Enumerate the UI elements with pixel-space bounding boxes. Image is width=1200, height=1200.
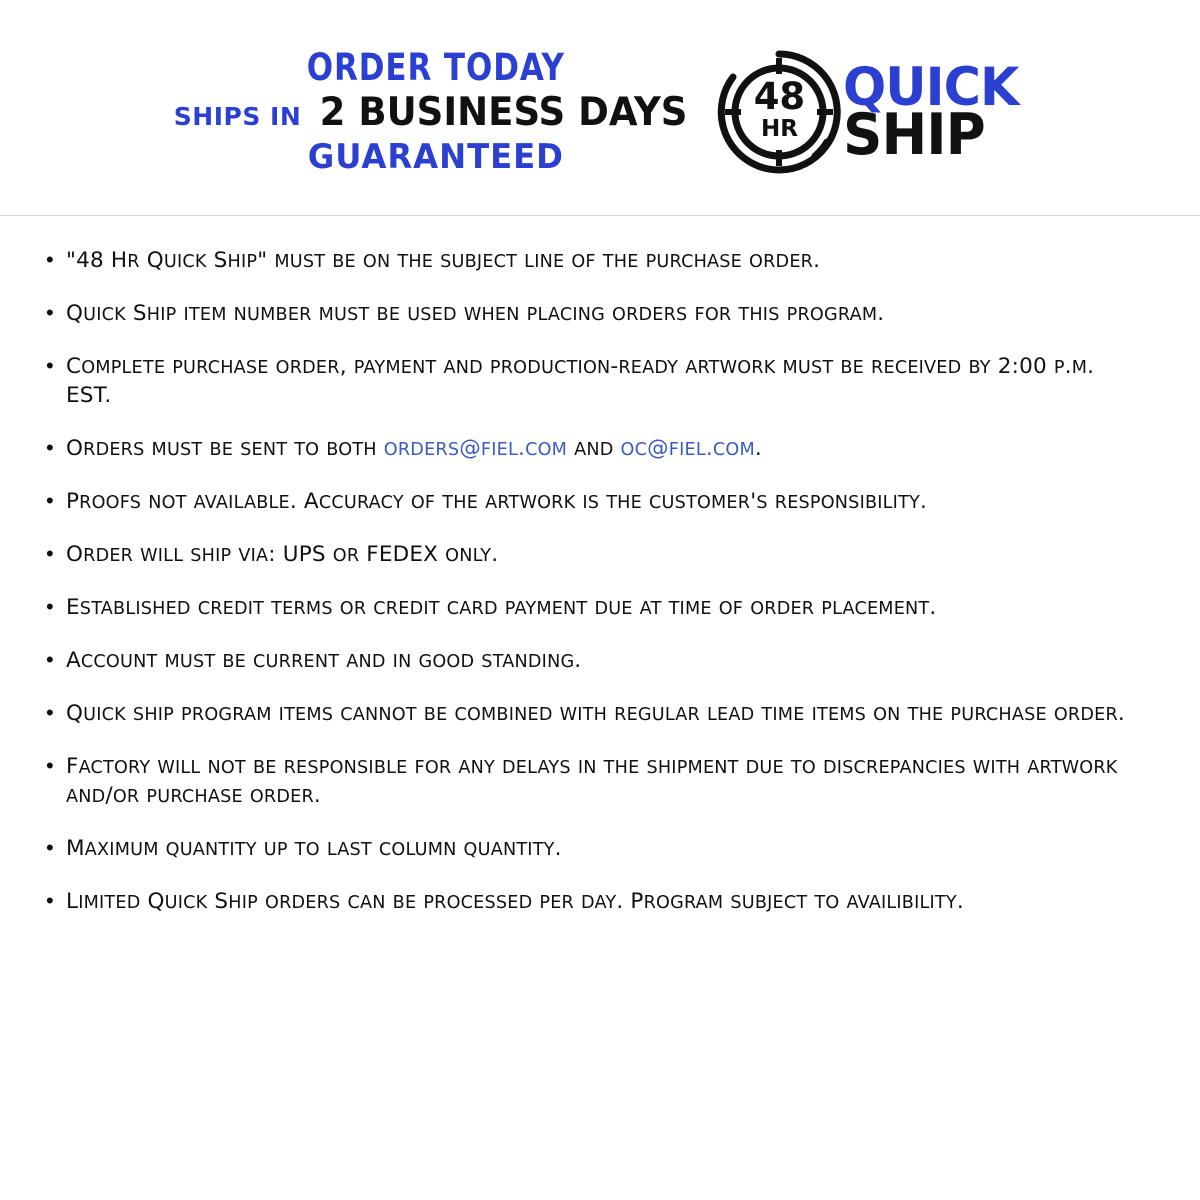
email-line-suffix: . <box>754 436 762 462</box>
badge-number-48: 48 <box>753 74 806 118</box>
list-item <box>44 299 1156 328</box>
bullet-icon: • <box>46 753 54 779</box>
list-item-text: ESTABLISHED CREDIT TERMS OR CREDIT CARD PAYMENT DUE AT TIME OF ORDER PLACEMENT. <box>66 595 937 621</box>
list-item-text: QUICK SHIP ITEM NUMBER MUST BE USED WHEN PLACING ORDERS FOR THIS PROGRAM. <box>66 301 885 327</box>
header-ships-in-label: SHIPS IN <box>173 102 302 131</box>
header-headline-group <box>173 46 698 177</box>
badge-unit-hr: HR <box>760 115 798 142</box>
48hr-badge-icon <box>715 48 843 176</box>
list-item-text: FACTORY WILL NOT BE RESPONSIBLE FOR ANY DELAYS IN THE SHIPMENT DUE TO DISCREPANCIES WITH ARTWORK AND/OR PURCHASE ORDER. <box>66 754 1118 809</box>
oc-email-link[interactable]: OC@FIEL.COM <box>620 436 755 462</box>
header-business-days-label: 2 BUSINESS DAYS <box>319 90 688 135</box>
list-item <box>44 487 1156 516</box>
bullet-icon: • <box>46 488 54 514</box>
list-item-text <box>66 434 762 463</box>
orders-email-link[interactable]: ORDERS@FIEL.COM <box>383 436 568 462</box>
header-line-guaranteed: GUARANTEED <box>307 137 564 177</box>
list-item-text: ORDER WILL SHIP VIA: UPS OR FEDEX ONLY. <box>66 542 499 568</box>
bullet-icon: • <box>46 835 54 861</box>
list-item-text: ACCOUNT MUST BE CURRENT AND IN GOOD STANDING. <box>66 648 582 674</box>
list-item <box>44 593 1156 622</box>
list-item <box>44 646 1156 675</box>
list-item <box>44 752 1156 810</box>
logo-word-quick: QUICK <box>843 57 1019 119</box>
terms-list <box>44 246 1156 916</box>
bullet-icon: • <box>46 541 54 567</box>
logo-wordmark <box>843 57 1026 168</box>
list-item-text: LIMITED QUICK SHIP ORDERS CAN BE PROCESSED PER DAY. PROGRAM SUBJECT TO AVAILIBILITY. <box>66 889 964 915</box>
list-item-text: PROOFS NOT AVAILABLE. ACCURACY OF THE ARTWORK IS THE CUSTOMER'S RESPONSIBILITY. <box>66 489 928 515</box>
list-item <box>44 834 1156 863</box>
list-item <box>44 540 1156 569</box>
quick-ship-logo <box>715 48 1026 176</box>
list-item <box>44 699 1156 728</box>
terms-content <box>0 216 1200 950</box>
header-line-order-today: ORDER TODAY <box>306 46 565 89</box>
bullet-icon: • <box>46 300 54 326</box>
list-item <box>44 246 1156 275</box>
email-line-middle: AND <box>574 440 614 461</box>
logo-word-ship: SHIP <box>843 101 986 168</box>
bullet-icon: • <box>46 353 54 379</box>
bullet-icon: • <box>46 888 54 914</box>
list-item-text: "48 HR QUICK SHIP" MUST BE ON THE SUBJECT LINE OF THE PURCHASE ORDER. <box>66 248 821 273</box>
bullet-icon: • <box>46 594 54 620</box>
list-item <box>44 887 1156 916</box>
list-item-text: QUICK SHIP PROGRAM ITEMS CANNOT BE COMBINED WITH REGULAR LEAD TIME ITEMS ON THE PURCHASE ORDER. <box>66 701 1125 727</box>
bullet-icon: • <box>46 435 54 461</box>
list-item-emails <box>44 434 1156 463</box>
bullet-icon: • <box>46 247 54 272</box>
header-line-ships-in <box>173 90 698 135</box>
list-item <box>44 352 1156 410</box>
list-item-text: MAXIMUM QUANTITY UP TO LAST COLUMN QUANTITY. <box>66 836 562 862</box>
bullet-icon: • <box>46 647 54 673</box>
email-line-prefix: ORDERS MUST BE SENT TO BOTH <box>66 436 377 462</box>
bullet-icon: • <box>46 700 54 726</box>
list-item-text: COMPLETE PURCHASE ORDER, PAYMENT AND PRODUCTION-READY ARTWORK MUST BE RECEIVED BY 2:00 P.M. EST. <box>66 354 1095 409</box>
header-banner <box>0 0 1200 215</box>
